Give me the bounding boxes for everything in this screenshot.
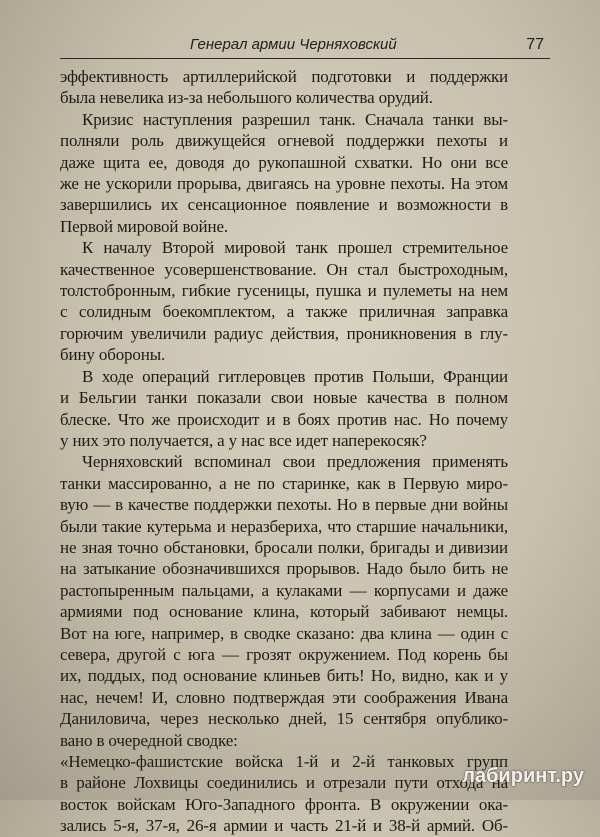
text-line: Даниловича, через несколько дней, 15 сентября опублико- (60, 709, 508, 729)
text-line: завершились их сенсационное появление и возможности в (60, 195, 508, 215)
text-line: растопыренным пальцами, а кулаками — корпусами и даже (60, 580, 508, 600)
text-line: вано в очередной сводке: (60, 730, 238, 750)
text-line: же не ускорили прорыва, двигаясь на уровне пехоты. На этом (60, 174, 508, 194)
text-line: Кризис наступления разрешил танк. Сначала танки вы- (82, 109, 508, 129)
text-line: эффективность артиллерийской подготовки и поддержки (60, 67, 508, 86)
text-line: Черняховский вспоминал свои предложения применять (82, 452, 508, 472)
text-line: Первой мировой войне. (60, 216, 228, 236)
body-text (60, 66, 508, 837)
page-number: 77 (526, 36, 544, 53)
text-line: нас, нечем! И, словно подтверждая эти соображения Ивана (60, 687, 508, 707)
text-line: на затыкание обозначившихся прорывов. Надо было бить не (60, 559, 508, 579)
text-line: восток войскам Юго-Западного фронта. В окружении ока- (60, 794, 508, 814)
text-line: танки массированно, а не по старинке, как в Первую миро- (60, 473, 508, 493)
text-line: качественное усовершенствование. Он стал быстроходным, (60, 259, 508, 279)
text-line: у них это получается, а у нас все идет наперекосяк? (60, 430, 427, 450)
text-line: в районе Лохвицы соединились и отрезали пути отхода на (60, 773, 508, 793)
text-line: с солидным боекомплектом, а также приличная заправка (60, 302, 508, 322)
text-line: блеске. Что же происходит и в боях против нас. Но почему (60, 409, 508, 429)
text-line: Вот на юге, например, в сводке сказано: два клина — один с (60, 623, 508, 643)
text-line: их, поддых, под основание клиньев бить! Но, видно, как и у (60, 666, 508, 686)
text-line: бину обороны. (60, 345, 166, 365)
running-title: Генерал армии Черняховский (190, 36, 397, 53)
text-line: армиями под основание клина, который забивают немцы. (60, 602, 508, 622)
page-header (60, 34, 550, 59)
text-line: и Бельгии танки показали свои новые качества в полном (60, 388, 508, 408)
text-line: толстобронным, гибкие гусеницы, пушка и пулеметы на нем (60, 281, 508, 301)
text-line: вую — в качестве поддержки пехоты. Но в первые дни войны (60, 495, 508, 515)
text-line: К началу Второй мировой танк прошел стремительное (82, 238, 508, 258)
text-line: В ходе операций гитлеровцев против Польши, Франции (82, 366, 508, 386)
watermark-logo: лабиринт.ру (462, 765, 584, 787)
text-line: была невелика из-за небольшого количества орудий. (60, 88, 433, 108)
text-line: не зная точно обстановки, бросали полки, бригады и дивизии (60, 537, 508, 557)
text-line: севера, другой с юга — грозят окружением. Под корень бы (60, 644, 508, 664)
text-line: даже щита ее, доводя до рукопашной схватки. Но они все (60, 152, 508, 172)
text-line: горючим увеличили радиус действия, проникновения в глу- (60, 323, 508, 343)
text-line: зались 5-я, 37-я, 26-я армии и часть 21-й и 38-й армий. Об- (60, 816, 508, 836)
text-line: были такие кутерьма и неразбериха, что старшие начальники, (60, 516, 508, 536)
text-line: полняли роль движущейся огневой поддержки пехоты и (60, 131, 508, 151)
text-line: «Немецко-фашистские войска 1-й и 2-й танковых групп (60, 752, 508, 771)
